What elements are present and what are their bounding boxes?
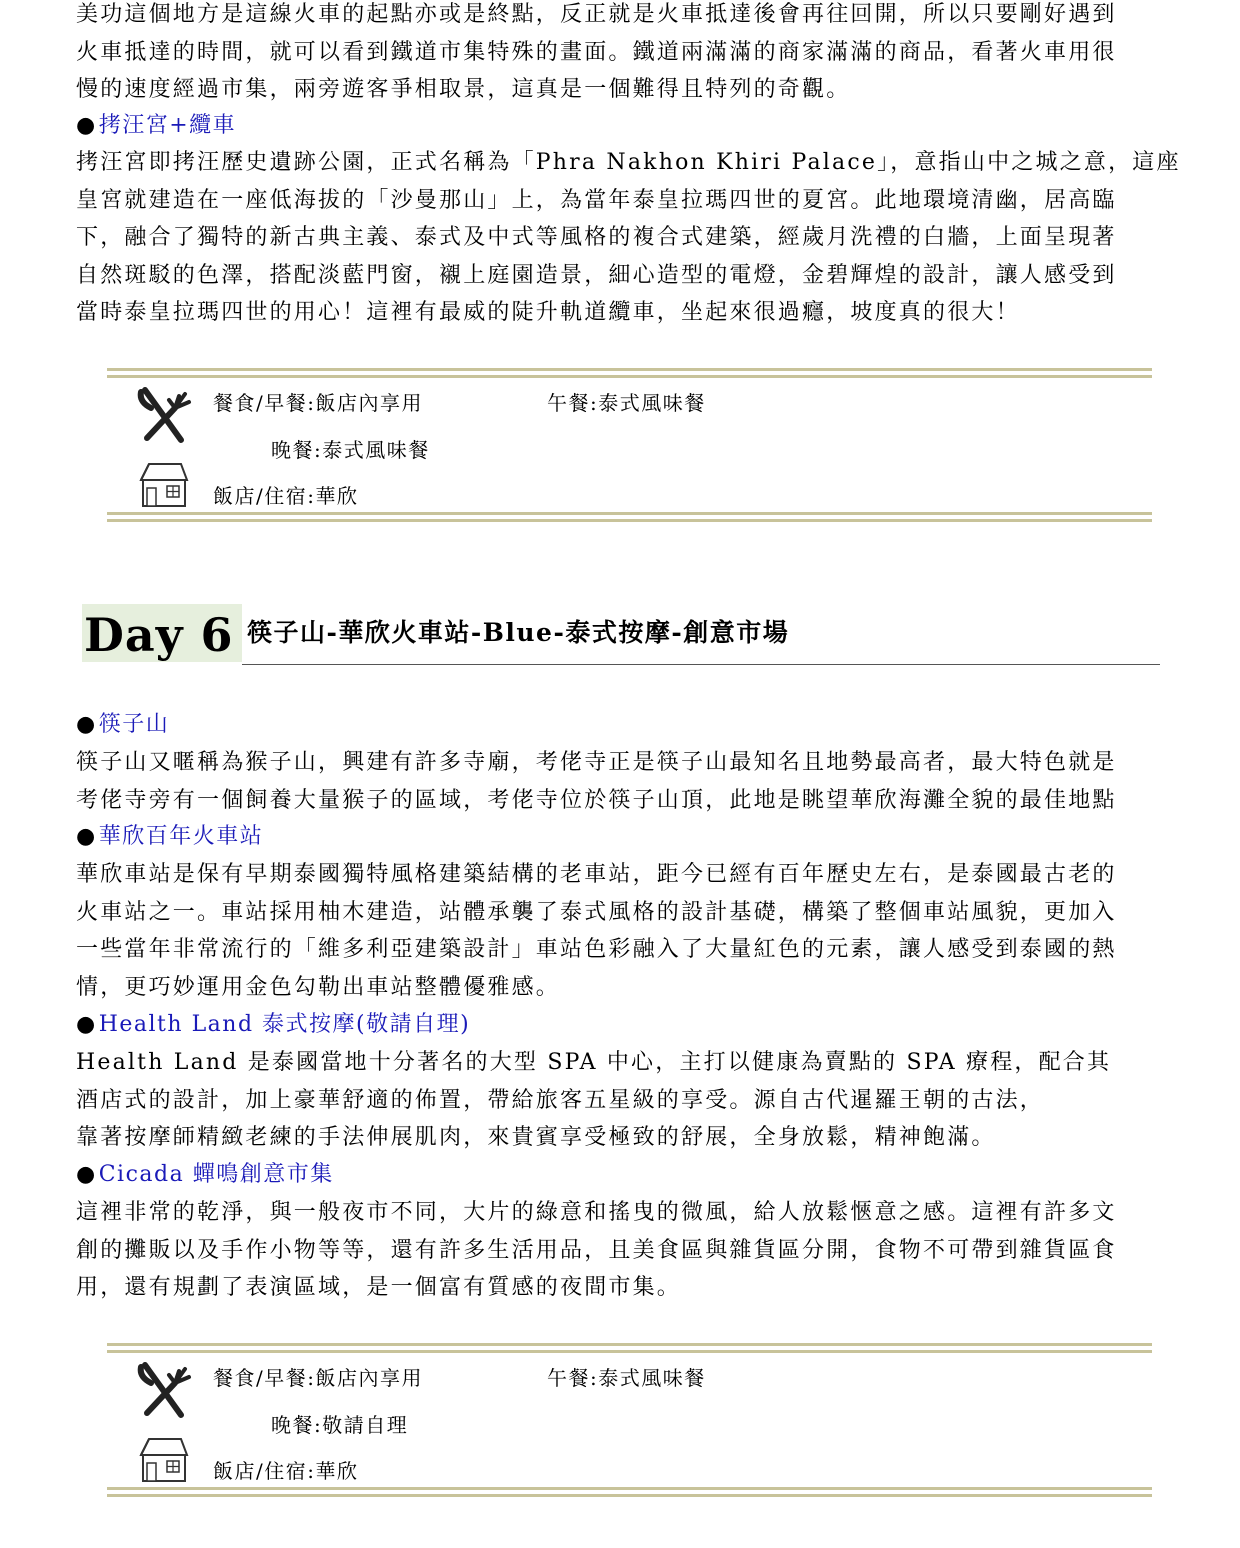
text-line: 美功這個地方是這線火車的起點亦或是終點，反正就是火車抵達後會再往回開，所以只要剛好遇到: [76, 2, 1117, 27]
lunch-text: 午餐:泰式風味餐: [547, 391, 706, 415]
text-line: 用，還有規劃了表演區域，是一個富有質感的夜間市集。: [76, 1275, 682, 1300]
text-line: 考佬寺旁有一個飼養大量猴子的區域，考佬寺位於筷子山頂，此地是眺望華欣海灘全貌的最佳地點: [76, 787, 1117, 813]
text-line: 創的攤販以及手作小物等等，還有許多生活用品，且美食區與雜貨區分開，食物不可帶到雜貨區食: [76, 1237, 1117, 1263]
section-paragraph: [76, 144, 1181, 332]
heading-text: 拷汪宮+纜車: [98, 113, 237, 138]
divider: [107, 368, 1152, 378]
text-line: 火車站之一。車站採用柚木建造，站體承襲了泰式風格的設計基礎，構築了整個車站風貌，更加入: [76, 899, 1117, 925]
text-line: 華欣車站是保有早期泰國獨特風格建築結構的老車站，距今已經有百年歷史左右，是泰國最古老的: [76, 862, 1117, 887]
breakfast-text: 餐食/早餐:飯店內享用: [213, 391, 423, 415]
divider: [107, 1487, 1152, 1497]
text-line: 下，融合了獨特的新古典主義、泰式及中式等風格的複合式建築，經歲月洗禮的白牆，上面呈現著: [76, 225, 1117, 250]
heading-text: Cicada 蟬鳴創意市集: [98, 1162, 334, 1187]
lunch-text: 午餐:泰式風味餐: [547, 1366, 706, 1390]
section-paragraph: [76, 1194, 1166, 1307]
breakfast-text: 餐食/早餐:飯店內享用: [213, 1366, 423, 1390]
section-paragraph: [76, 1044, 1166, 1157]
dinner-text: 晚餐:泰式風味餐: [271, 438, 430, 462]
section-heading: [76, 111, 236, 141]
text-line: 當時泰皇拉瑪四世的用心！這裡有最威的陡升軌道纜車，坐起來很過癮，坡度真的很大！: [76, 300, 1020, 325]
text-line: 一些當年非常流行的「維多利亞建築設計」車站色彩融入了大量紅色的元素，讓人感受到泰國的熱: [76, 937, 1117, 962]
bullet-icon: ●: [76, 1012, 97, 1037]
bullet-icon: ●: [76, 824, 97, 849]
text-line: 筷子山又暱稱為猴子山，興建有許多寺廟，考佬寺正是筷子山最知名且地勢最高者，最大特色就是: [76, 750, 1117, 775]
section-heading: [76, 1010, 470, 1040]
text-line: 酒店式的設計，加上豪華舒適的佈置，帶給旅客五星級的享受。源自古代暹羅王朝的古法，: [76, 1087, 1045, 1113]
bullet-icon: ●: [76, 1162, 97, 1187]
text-line: Health Land 是泰國當地十分著名的大型 SPA 中心，主打以健康為賣點的 SPA 療程，配合其: [76, 1050, 1112, 1075]
text-line: 靠著按摩師精緻老練的手法伸展肌肉，來貴賓享受極致的舒展，全身放鬆，精神飽滿。: [76, 1125, 996, 1150]
heading-text: 華欣百年火車站: [98, 824, 264, 849]
intro-paragraph: [76, 0, 1166, 109]
section-heading: [76, 710, 169, 740]
fork-knife-icon: [137, 1361, 193, 1419]
heading-text: 筷子山: [98, 712, 170, 737]
meal-box: [107, 368, 1152, 526]
text-line: 這裡非常的乾淨，與一般夜市不同，大片的綠意和搖曳的微風，給人放鬆愜意之感。這裡有許多文: [76, 1200, 1117, 1225]
section-paragraph: [76, 856, 1166, 1006]
text-line: 慢的速度經過市集，兩旁遊客爭相取景，這真是一個難得且特列的奇觀。: [76, 77, 851, 102]
bullet-icon: ●: [76, 712, 97, 737]
dinner-text: 晚餐:敬請自理: [271, 1413, 409, 1437]
text-line: 自然斑駁的色澤，搭配淡藍門窗，襯上庭園造景，細心造型的電燈，金碧輝煌的設計，讓人感受到: [76, 262, 1117, 288]
divider: [107, 512, 1152, 522]
hotel-text: 飯店/住宿:華欣: [213, 484, 359, 508]
section-heading: [76, 822, 263, 852]
section-paragraph: [76, 744, 1166, 819]
section-heading: [76, 1160, 334, 1190]
divider: [107, 1343, 1152, 1353]
meal-box: [107, 1343, 1152, 1501]
text-line: 火車抵達的時間，就可以看到鐵道市集特殊的畫面。鐵道兩滿滿的商家滿滿的商品，看著火車用很: [76, 39, 1117, 65]
heading-text: Health Land 泰式按摩(敬請自理): [98, 1012, 471, 1037]
bullet-icon: ●: [76, 113, 97, 138]
day-label: Day 6: [84, 608, 234, 662]
house-icon: [137, 1435, 189, 1483]
text-line: 皇宮就建造在一座低海拔的「沙曼那山」上，為當年泰皇拉瑪四世的夏宮。此地環境清幽，居高臨: [76, 187, 1117, 213]
day-title: 筷子山-華欣火車站-Blue-泰式按摩-創意市場: [247, 618, 790, 647]
house-icon: [137, 460, 189, 508]
text-line: 情，更巧妙運用金色勾勒出車站整體優雅感。: [76, 974, 561, 1000]
text-line: 拷汪宮即拷汪歷史遺跡公園，正式名稱為「Phra Nakhon Khiri Palace」，意指山中之城之意，這座: [76, 150, 1181, 175]
hotel-text: 飯店/住宿:華欣: [213, 1459, 359, 1483]
fork-knife-icon: [137, 386, 193, 444]
divider: [242, 664, 1160, 665]
